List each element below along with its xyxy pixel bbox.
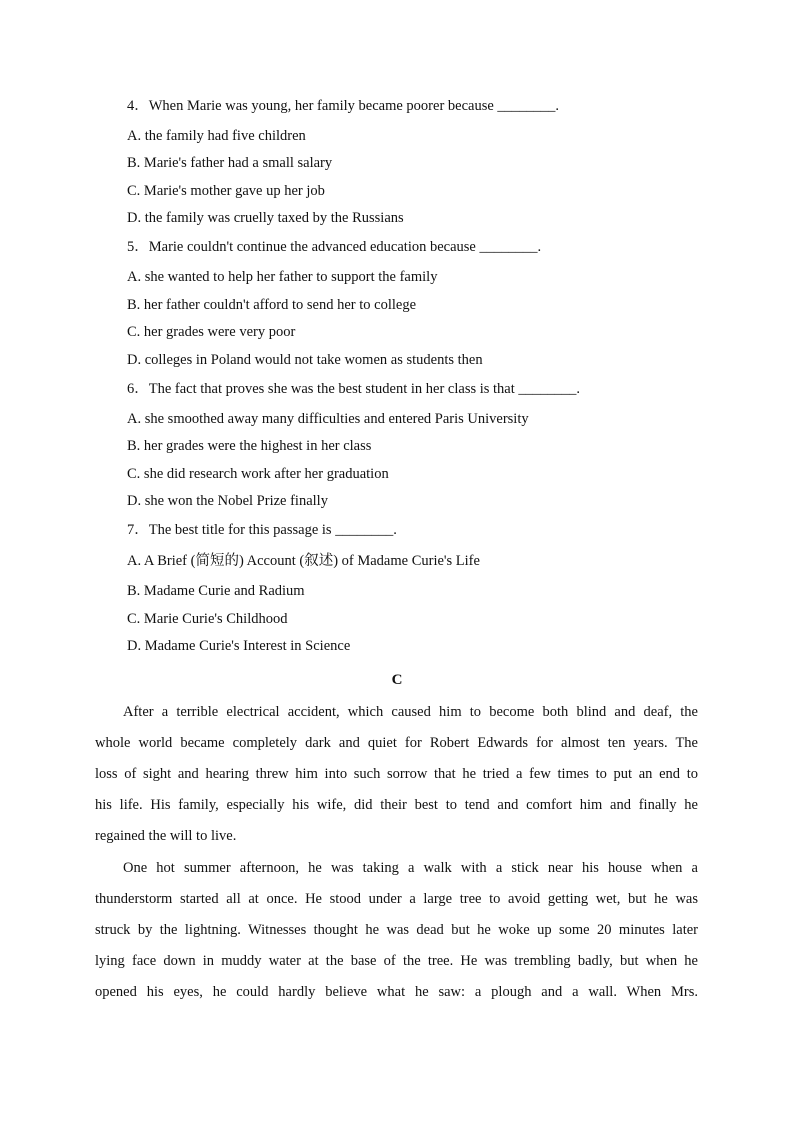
question-7-option-d: D. Madame Curie's Interest in Science — [127, 638, 351, 654]
question-4-option-a: A. the family had five children — [127, 128, 306, 144]
passage-line: opened his eyes, he could hardly believe what he saw: a plough and a wall. When Mrs. — [95, 984, 698, 1000]
question-5-option-d: D. colleges in Poland would not take women as students then — [127, 352, 483, 368]
question-5-option-b: B. her father couldn't afford to send her to college — [127, 297, 417, 313]
passage-line: his life. His family, especially his wife, did their best to tend and comfort him and finally he — [95, 797, 698, 813]
passage-line: One hot summer afternoon, he was taking a walk with a stick near his house when a — [123, 860, 698, 876]
passage-line: loss of sight and hearing threw him into such sorrow that he tried a few times to put an end to — [95, 766, 698, 782]
question-6-option-a: A. she smoothed away many difficulties and entered Paris University — [127, 411, 529, 427]
question-7-option-b: B. Madame Curie and Radium — [127, 583, 305, 599]
question-5-option-c: C. her grades were very poor — [127, 324, 296, 340]
question-4-option-c: C. Marie's mother gave up her job — [127, 183, 325, 199]
question-7-option-a: A. A Brief (简短的) Account (叙述) of Madame Curie's Life — [127, 553, 480, 569]
question-5-stem: 5．Marie couldn't continue the advanced education because ________. — [127, 239, 542, 255]
question-4-option-b: B. Marie's father had a small salary — [127, 155, 333, 171]
passage-line: regained the will to live. — [95, 828, 237, 844]
question-6-stem: 6．The fact that proves she was the best student in her class is that ________. — [127, 381, 581, 397]
passage-line: lying face down in muddy water at the base of the tree. He was trembling badly, but when he — [95, 953, 698, 969]
question-7-option-c: C. Marie Curie's Childhood — [127, 611, 288, 627]
question-5-option-a: A. she wanted to help her father to support the family — [127, 269, 438, 285]
question-4-option-d: D. the family was cruelly taxed by the Russians — [127, 210, 404, 226]
passage-line: After a terrible electrical accident, which caused him to become both blind and deaf, the — [123, 704, 698, 720]
question-6-option-d: D. she won the Nobel Prize finally — [127, 493, 328, 509]
passage-line: thunderstorm started all at once. He stood under a large tree to avoid getting wet, but he was — [95, 891, 698, 907]
question-7-stem: 7．The best title for this passage is ________. — [127, 522, 397, 538]
section-heading: C — [391, 672, 403, 688]
question-6-option-c: C. she did research work after her graduation — [127, 466, 389, 482]
passage-line: whole world became completely dark and quiet for Robert Edwards for almost ten years. The — [95, 735, 698, 751]
question-6-option-b: B. her grades were the highest in her class — [127, 438, 372, 454]
passage-line: struck by the lightning. Witnesses thought he was dead but he woke up some 20 minutes later — [95, 922, 698, 938]
question-4-stem: 4．When Marie was young, her family became poorer because ________. — [127, 98, 560, 114]
